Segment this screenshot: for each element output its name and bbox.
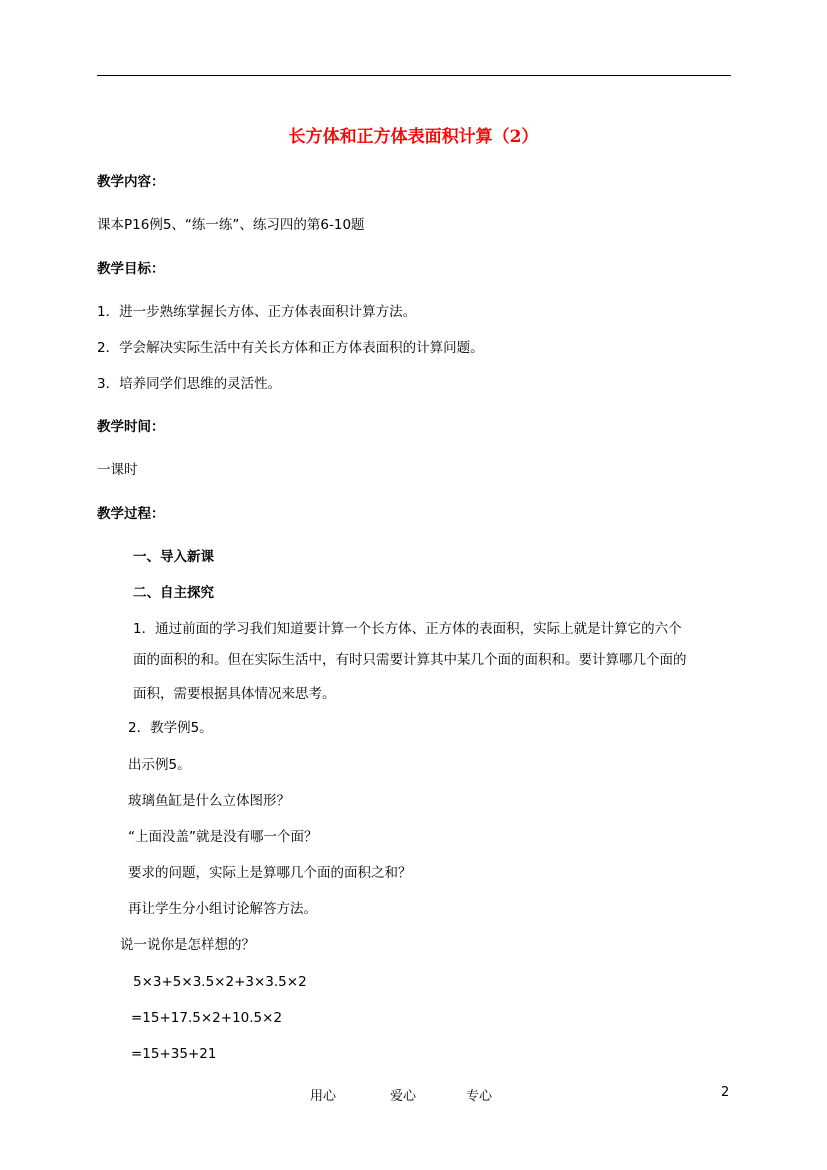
formula-line-2: =15+17.5×2+10.5×2 — [131, 1010, 283, 1026]
paragraph-line-3: 面积，需要根据具体情况来思考。 — [133, 686, 336, 702]
paragraph-line-1: 1．通过前面的学习我们知道要计算一个长方体、正方体的表面积，实际上就是计算它的六个 — [133, 621, 682, 637]
footer-word-2: 爱心 — [390, 1089, 417, 1104]
think-prompt: 说一说你是怎样想的？ — [120, 937, 255, 953]
goal-item-1: 1．进一步熟练掌握长方体、正方体表面积计算方法。 — [97, 304, 417, 320]
document-title: 长方体和正方体表面积计算（2） — [288, 127, 539, 147]
step-example: 2．教学例5。 — [128, 720, 213, 736]
process-heading: 教学过程： — [97, 506, 165, 522]
footer-word-3: 专心 — [466, 1089, 493, 1104]
step-show-example: 出示例5。 — [128, 757, 191, 773]
section-intro: 一、导入新课 — [133, 549, 214, 565]
formula-line-3: =15+35+21 — [131, 1046, 217, 1062]
goals-heading: 教学目标： — [97, 261, 165, 277]
footer-word-1: 用心 — [310, 1089, 337, 1104]
page-number: 2 — [721, 1085, 730, 1100]
time-text: 一课时 — [97, 462, 138, 478]
step-question-lid: “上面没盖”就是没有哪一个面？ — [128, 829, 318, 845]
section-explore: 二、自主探究 — [133, 585, 214, 601]
content-text: 课本P16例5、“练一练”、练习四的第6-10题 — [97, 217, 365, 233]
step-discuss: 再让学生分小组讨论解答方法。 — [128, 901, 317, 917]
paragraph-line-2: 面的面积的和。但在实际生活中，有时只需要计算其中某几个面的面积和。要计算哪几个面的 — [133, 652, 687, 668]
goal-item-2: 2．学会解决实际生活中有关长方体和正方体表面积的计算问题。 — [97, 340, 484, 356]
step-question-shape: 玻璃鱼缸是什么立体图形？ — [128, 793, 290, 809]
formula-line-1: 5×3+5×3.5×2+3×3.5×2 — [133, 974, 307, 990]
time-heading: 教学时间： — [97, 419, 165, 435]
header-rule — [97, 75, 731, 76]
step-question-faces: 要求的问题，实际上是算哪几个面的面积之和？ — [128, 865, 412, 881]
content-heading: 教学内容： — [97, 174, 165, 190]
goal-item-3: 3．培养同学们思维的灵活性。 — [97, 376, 282, 392]
